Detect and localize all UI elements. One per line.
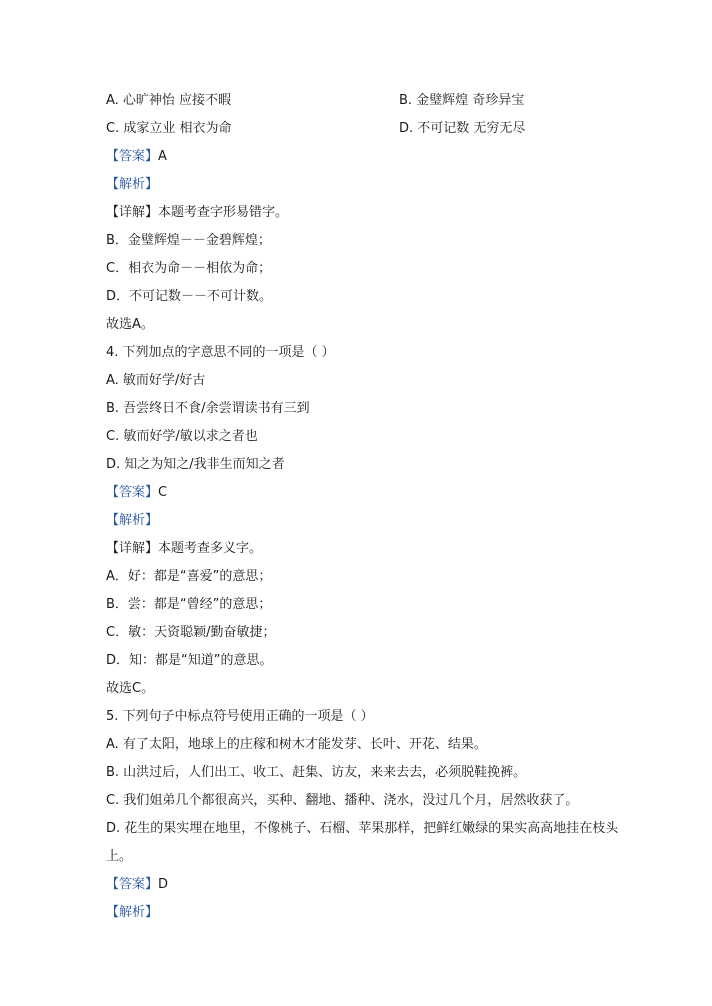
q4-detail-line: B．尝：都是“曾经”的意思；	[106, 597, 272, 612]
q5-option-c: C. 我们姐弟几个都很高兴，买种、翻地、播种、浇水，没过几个月，居然收获了。	[106, 793, 579, 808]
q3-option-c: C. 成家立业 相衣为命	[106, 121, 232, 136]
q5-stem: 5. 下列句子中标点符号使用正确的一项是（ ）	[106, 709, 374, 724]
q4-analysis	[106, 513, 158, 529]
q3-detail	[106, 205, 288, 221]
q5-option-a: A. 有了太阳，地球上的庄稼和树木才能发芽、长叶、开花、结果。	[106, 737, 487, 752]
detail-text: 本题考查字形易错字。	[158, 205, 289, 220]
q3-answer	[106, 149, 167, 165]
q4-detail	[106, 541, 262, 557]
q5-option-d-cont: 上。	[106, 849, 133, 864]
q4-conclusion: 故选C。	[106, 681, 155, 696]
q5-analysis	[106, 905, 158, 921]
q5-option-b: B. 山洪过后，人们出工、收工、赶集、访友，来来去去，必须脱鞋挽裤。	[106, 765, 527, 780]
answer-value: D	[158, 877, 169, 892]
answer-tag: 【答案】	[106, 149, 159, 164]
answer-value: A	[158, 149, 167, 164]
answer-value: C	[158, 485, 168, 500]
q3-conclusion: 故选A。	[106, 317, 154, 332]
q3-detail-line: C．相衣为命－－相依为命；	[106, 261, 272, 276]
detail-text: 本题考查多义字。	[158, 541, 263, 556]
q3-detail-line: B．金璧辉煌－－金碧辉煌；	[106, 233, 271, 248]
q3-detail-line: D．不可记数－－不可计数。	[106, 289, 273, 304]
q4-option-d: D. 知之为知之/我非生而知之者	[106, 457, 285, 472]
q4-option-b: B. 吾尝终日不食/余尝谓读书有三到	[106, 401, 310, 416]
answer-tag: 【答案】	[106, 877, 159, 892]
q3-option-b: B. 金璧辉煌 奇珍异宝	[399, 93, 525, 108]
analysis-tag: 【解析】	[106, 513, 159, 528]
q4-option-c: C. 敏而好学/敏以求之者也	[106, 429, 258, 444]
detail-tag: 【详解】	[106, 541, 159, 556]
q4-detail-line: D．知：都是“知道”的意思。	[106, 653, 273, 668]
analysis-tag: 【解析】	[106, 177, 159, 192]
q4-option-a: A. 敏而好学/好古	[106, 373, 206, 388]
q3-option-d: D. 不可记数 无穷无尽	[399, 121, 526, 136]
q4-detail-line: C．敏：天资聪颖/勤奋敏捷；	[106, 625, 276, 640]
detail-tag: 【详解】	[106, 205, 159, 220]
analysis-tag: 【解析】	[106, 905, 159, 920]
q3-option-a: A. 心旷神怡 应接不暇	[106, 93, 232, 108]
answer-tag: 【答案】	[106, 485, 159, 500]
q4-detail-line: A．好：都是“喜爱”的意思；	[106, 569, 272, 584]
q5-answer	[106, 877, 168, 893]
q5-option-d: D. 花生的果实埋在地里，不像桃子、石榴、苹果那样，把鲜红嫩绿的果实高高地挂在枝头	[106, 821, 619, 836]
q4-answer	[106, 485, 167, 501]
q4-stem: 4. 下列加点的字意思不同的一项是（ ）	[106, 345, 335, 360]
q3-analysis	[106, 177, 158, 193]
